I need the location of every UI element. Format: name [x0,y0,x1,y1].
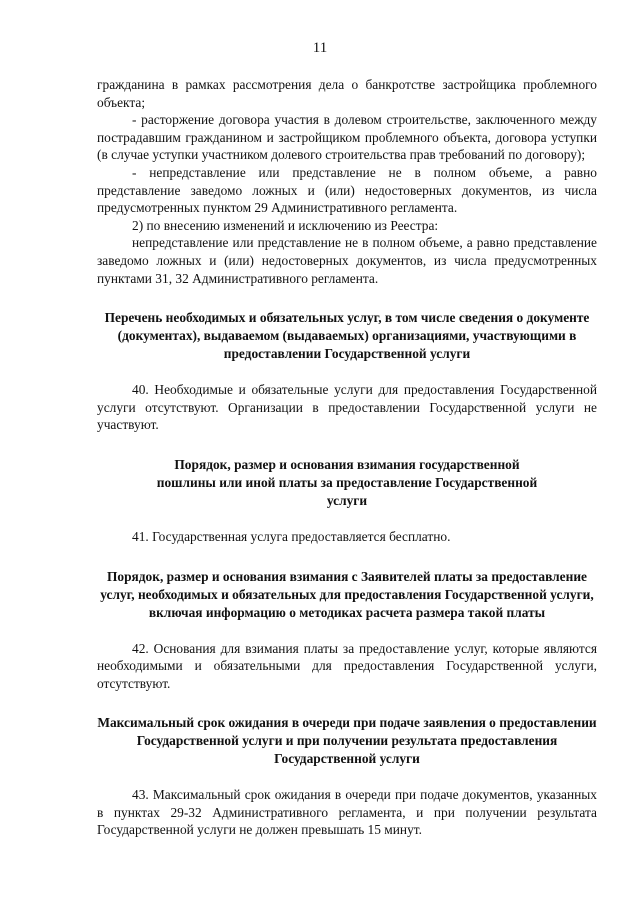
paragraph-registry-changes: 2) по внесению изменений и исключению из Реестра: [132,217,439,233]
section-heading-required-services: Перечень необходимых и обязательных услуг, в том числе сведения о документе (документах), выдаваемом (выдаваемых) организациями, участвующими в предоставлении Государственной услуги [104,310,590,362]
page-number: 11 [312,40,328,56]
section-heading-applicant-fee: Порядок, размер и основания взимания с Заявителей платы за предоставление услуг, необходимых и обязательных для предоставления Государственной услуги, включая информацию о методиках расчета размера такой платы [100,568,594,620]
paragraph-nonsubmission-29: - непредставление или представление не в полном объеме, а равно представление заведомо ложных и (или) недостоверных документов, из числа предусмотренных пунктом 29 Административного регламента. [97,164,597,216]
paragraph-nonsubmission-31-32: непредставление или представление не в полном объеме, а равно представление заведомо ложных и (или) недостоверных документов, из числа предусмотренных пунктами 31, 32 Административного регламента. [97,235,597,286]
paragraph-continuation: гражданина в рамках рассмотрения дела о банкротстве застройщика проблемного объекта; [97,77,597,110]
paragraph-43: 43. Максимальный срок ожидания в очереди при подаче документов, указанных в пунктах 29-32 Административного регламента, и при получении результата Государственной услуги не должен превышать 15 минут. [97,787,597,838]
paragraph-41: 41. Государственная услуга предоставляется бесплатно. [132,528,451,544]
section-heading-state-fee: Порядок, размер и основания взимания государственной пошлины или иной платы за предоставление Государственной услуги [156,456,538,508]
paragraph-42: 42. Основания для взимания платы за предоставление услуг, которые являются необходимыми и обязательными для предоставления Государственной услуги, отсутствуют. [97,640,597,691]
section-heading-queue-time: Максимальный срок ожидания в очереди при подаче заявления о предоставлении Государственной услуги и при получении результата предоставления Государственной услуги [97,715,597,767]
paragraph-40: 40. Необходимые и обязательные услуги для предоставления Государственной услуги отсутствуют. Организации в предоставлении Государственной услуги не участвуют. [97,382,597,433]
document-body [97,76,597,839]
paragraph-contract-termination: - расторжение договора участия в долевом строительстве, заключенного между пострадавшим гражданином и застройщиком проблемного объекта, договора уступки (в случае уступки участником долевого строительства прав требований по договору); [97,112,597,163]
